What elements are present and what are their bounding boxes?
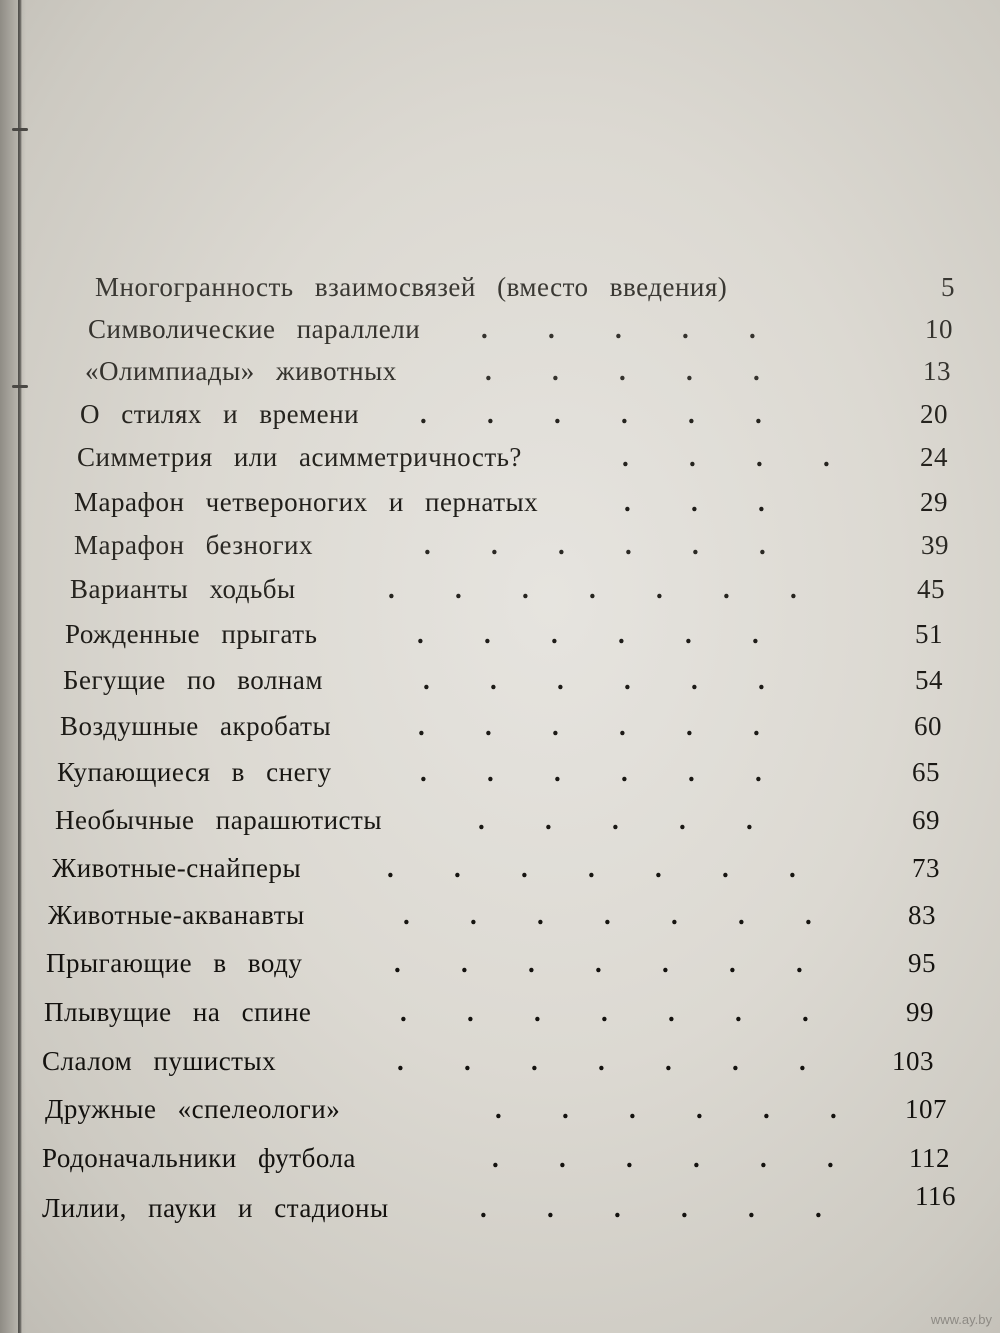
toc-entry [95, 272, 975, 312]
toc-entry-title: Марафон четвероногих и пернатых [74, 487, 539, 517]
leader-dots: . . . . . [481, 314, 756, 344]
toc-entry-page: 60 [914, 711, 942, 741]
toc-entry [88, 314, 968, 354]
toc-entry-title: Воздушные акробаты [60, 711, 332, 741]
toc-entry-page: 65 [912, 757, 940, 787]
toc-entry-page: 29 [920, 487, 948, 517]
toc-entry-page: 112 [909, 1143, 950, 1173]
toc-entry [80, 399, 960, 439]
toc-entry [77, 442, 957, 482]
toc-entry-page: 10 [925, 314, 953, 344]
toc-entry-title: Плывущие на спине [44, 997, 312, 1027]
leader-dots: . . . . . . . [403, 900, 812, 930]
toc-entry [57, 757, 940, 797]
leader-dots: . . . . . . [424, 530, 766, 560]
toc-entry-page: 13 [923, 356, 951, 386]
toc-entry-page: 39 [921, 530, 949, 560]
toc-entry-page: 24 [920, 442, 948, 472]
toc-entry-page: 45 [917, 574, 945, 604]
leader-dots: . . . . . . . [397, 1046, 806, 1076]
toc-entry-title: Символические параллели [88, 314, 421, 344]
toc-entry [46, 948, 936, 988]
toc-entry-page: 54 [915, 665, 943, 695]
leader-dots: . . . . . . . [394, 948, 803, 978]
toc-entry-title: Слалом пушистых [42, 1046, 277, 1076]
toc-entry-title: Многогранность взаимосвязей (вместо введения) [95, 272, 728, 302]
toc-entry [60, 711, 940, 751]
toc-entry-page: 83 [908, 900, 936, 930]
leader-dots: . . . . . . [420, 399, 762, 429]
toc-entry [70, 574, 950, 614]
toc-entry-page: 5 [941, 272, 955, 302]
toc-entry-title: Дружные «спелеологи» [45, 1094, 341, 1124]
leader-dots: . . . . . . [418, 711, 760, 741]
toc-entry-title: Симметрия или асимметричность? [77, 442, 522, 472]
toc-entry-title: Марафон безногих [74, 530, 314, 560]
leader-dots: . . . . . . . [400, 997, 809, 1027]
toc-entry-page: 73 [912, 853, 940, 883]
toc-entry-title: «Олимпиады» животных [85, 356, 397, 386]
toc-entry [42, 1046, 934, 1086]
leader-dots: . . . . . [478, 805, 753, 835]
toc-entry [44, 997, 934, 1037]
toc-entry [48, 900, 936, 940]
toc-entry-page: 20 [920, 399, 948, 429]
toc-entry-title: Варианты ходьбы [70, 574, 296, 604]
toc-entry-title: Необычные парашютисты [55, 805, 382, 835]
leader-dots: . . . . . . . [388, 574, 797, 604]
leader-dots: . . . [624, 487, 765, 517]
leader-dots: . . . . . . [420, 757, 762, 787]
toc-entry-page: 103 [892, 1046, 934, 1076]
toc-entry [65, 619, 945, 659]
toc-entry-title: Рожденные прыгать [65, 619, 318, 649]
leader-dots: . . . . . . . [387, 853, 796, 883]
toc-entry-title: Животные-акванавты [48, 900, 305, 930]
toc-entry [55, 805, 940, 845]
toc-entry-title: Лилии, пауки и стадионы [42, 1193, 389, 1223]
toc-entry [42, 1143, 950, 1183]
toc-entry-page: 95 [908, 948, 936, 978]
toc-entry [74, 487, 954, 527]
leader-dots: . . . . . . [492, 1143, 834, 1173]
toc-entry-title: Бегущие по волнам [63, 665, 323, 695]
toc-entry-title: Животные-снайперы [52, 853, 302, 883]
leader-dots: . . . . . . [495, 1094, 837, 1124]
toc-entry [42, 1181, 956, 1233]
watermark-text: www.ay.by [930, 1312, 992, 1327]
leader-dots: . . . . [622, 442, 830, 472]
toc-entry-title: Родоначальники футбола [42, 1143, 356, 1173]
toc-entry-title: Купающиеся в снегу [57, 757, 332, 787]
toc-entry-page: 107 [905, 1094, 947, 1124]
leader-dots: . . . . . . [423, 665, 765, 695]
toc-entry [85, 356, 965, 396]
toc-entry-page: 69 [912, 805, 940, 835]
toc-entry-page: 51 [915, 619, 943, 649]
toc-entry-page: 116 [915, 1181, 956, 1211]
toc-entry [52, 853, 940, 893]
leader-dots: . . . . . [485, 356, 760, 386]
toc-entry [63, 665, 943, 705]
toc-entry-page: 99 [906, 997, 934, 1027]
toc-entry [45, 1094, 947, 1134]
leader-dots: . . . . . . [480, 1193, 822, 1223]
toc-entry [74, 530, 954, 570]
toc-entry-title: Прыгающие в воду [46, 948, 303, 978]
toc-entry-title: О стилях и времени [80, 399, 360, 429]
leader-dots: . . . . . . [417, 619, 759, 649]
